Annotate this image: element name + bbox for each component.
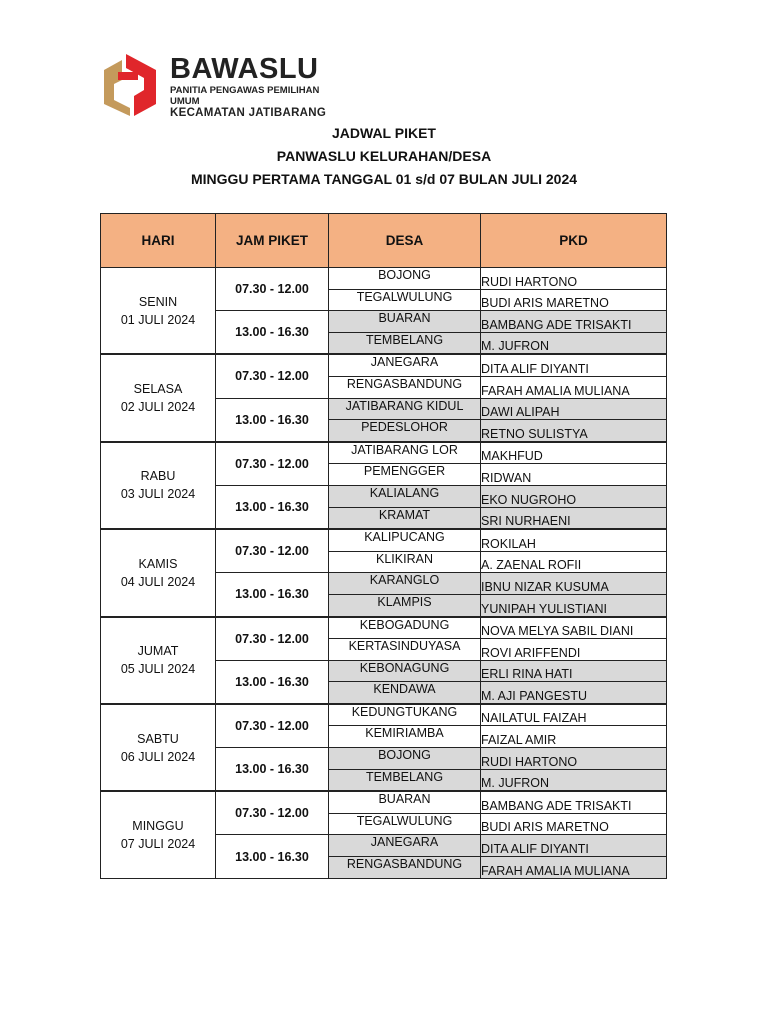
pkd-cell: BUDI ARIS MARETNO <box>481 289 667 311</box>
desa-cell: JANEGARA <box>329 354 481 376</box>
pkd-cell: IBNU NIZAR KUSUMA <box>481 573 667 595</box>
table-row <box>101 704 667 726</box>
desa-cell: KEDUNGTUKANG <box>329 704 481 726</box>
day-name: KAMIS <box>138 556 178 571</box>
desa-cell: BUARAN <box>329 791 481 813</box>
pkd-cell: NOVA MELYA SABIL DIANI <box>481 617 667 639</box>
desa-cell: TEGALWULUNG <box>329 289 481 311</box>
pkd-cell: DITA ALIF DIYANTI <box>481 354 667 376</box>
pkd-cell: FARAH AMALIA MULIANA <box>481 376 667 398</box>
pkd-cell: MAKHFUD <box>481 442 667 464</box>
shift-time: 13.00 - 16.30 <box>216 660 329 704</box>
pkd-cell: FAIZAL AMIR <box>481 726 667 748</box>
pkd-cell: A. ZAENAL ROFII <box>481 551 667 573</box>
pkd-cell: BUDI ARIS MARETNO <box>481 813 667 835</box>
schedule-body <box>101 268 667 879</box>
day-cell <box>101 442 216 529</box>
table-row <box>101 617 667 639</box>
desa-cell: PEMENGGER <box>329 464 481 486</box>
pkd-cell: EKO NUGROHO <box>481 485 667 507</box>
desa-cell: KERTASINDUYASA <box>329 639 481 661</box>
column-header-pkd: PKD <box>481 214 667 268</box>
shift-time: 13.00 - 16.30 <box>216 485 329 529</box>
day-name: MINGGU <box>132 818 184 833</box>
pkd-cell: RUDI HARTONO <box>481 748 667 770</box>
shift-time: 13.00 - 16.30 <box>216 835 329 878</box>
desa-cell: BUARAN <box>329 311 481 333</box>
pkd-cell: M. JUFRON <box>481 332 667 354</box>
day-cell <box>101 791 216 878</box>
day-cell <box>101 704 216 791</box>
pkd-cell: M. AJI PANGESTU <box>481 682 667 704</box>
desa-cell: KALIPUCANG <box>329 529 481 551</box>
desa-cell: KLIKIRAN <box>329 551 481 573</box>
bawaslu-logo <box>100 50 340 120</box>
pkd-cell: ERLI RINA HATI <box>481 660 667 682</box>
table-row <box>101 268 667 290</box>
shift-time: 13.00 - 16.30 <box>216 311 329 355</box>
desa-cell: RENGASBANDUNG <box>329 857 481 879</box>
day-name: RABU <box>140 469 176 484</box>
schedule-table <box>100 213 667 879</box>
desa-cell: JANEGARA <box>329 835 481 857</box>
day-date: 03 JULI 2024 <box>120 487 196 502</box>
desa-cell: TEMBELANG <box>329 769 481 791</box>
desa-cell: JATIBARANG KIDUL <box>329 398 481 420</box>
table-header-row <box>101 214 667 268</box>
day-cell <box>101 354 216 441</box>
day-name: SELASA <box>133 382 183 397</box>
table-row <box>101 529 667 551</box>
shift-time: 13.00 - 16.30 <box>216 573 329 617</box>
desa-cell: KRAMAT <box>329 507 481 529</box>
shift-time: 13.00 - 16.30 <box>216 398 329 442</box>
day-cell <box>101 268 216 355</box>
desa-cell: RENGASBANDUNG <box>329 376 481 398</box>
pkd-cell: NAILATUL FAIZAH <box>481 704 667 726</box>
shift-time: 07.30 - 12.00 <box>216 354 329 398</box>
day-cell <box>101 617 216 704</box>
table-row <box>101 442 667 464</box>
brand-subtitle-2: KECAMATAN JATIBARANG <box>170 107 327 119</box>
shift-time: 07.30 - 12.00 <box>216 442 329 486</box>
desa-cell: BOJONG <box>329 748 481 770</box>
shift-time: 07.30 - 12.00 <box>216 617 329 661</box>
desa-cell: KEBONAGUNG <box>329 660 481 682</box>
shift-time: 07.30 - 12.00 <box>216 704 329 748</box>
title-line-3: MINGGU PERTAMA TANGGAL 01 s/d 07 BULAN JULI 2024 <box>190 171 578 187</box>
table-row <box>101 354 667 376</box>
column-header-desa: DESA <box>329 214 481 268</box>
pkd-cell: FARAH AMALIA MULIANA <box>481 857 667 879</box>
pkd-cell: RIDWAN <box>481 464 667 486</box>
day-date: 02 JULI 2024 <box>120 400 196 415</box>
document-titles <box>0 122 768 191</box>
day-cell <box>101 529 216 616</box>
day-date: 04 JULI 2024 <box>120 574 196 589</box>
desa-cell: TEGALWULUNG <box>329 813 481 835</box>
day-name: JUMAT <box>137 644 179 659</box>
desa-cell: KLAMPIS <box>329 594 481 616</box>
title-line-1: JADWAL PIKET <box>332 125 436 141</box>
bawaslu-emblem-icon <box>100 50 162 118</box>
pkd-cell: DITA ALIF DIYANTI <box>481 835 667 857</box>
pkd-cell: SRI NURHAENI <box>481 507 667 529</box>
pkd-cell: M. JUFRON <box>481 769 667 791</box>
day-date: 07 JULI 2024 <box>120 836 196 851</box>
desa-cell: KENDAWA <box>329 682 481 704</box>
column-header-jam-piket: JAM PIKET <box>216 214 329 268</box>
pkd-cell: BAMBANG ADE TRISAKTI <box>481 311 667 333</box>
day-date: 01 JULI 2024 <box>120 312 196 327</box>
desa-cell: TEMBELANG <box>329 332 481 354</box>
day-date: 06 JULI 2024 <box>120 749 196 764</box>
desa-cell: KEBOGADUNG <box>329 617 481 639</box>
day-name: SENIN <box>138 294 178 309</box>
desa-cell: PEDESLOHOR <box>329 420 481 442</box>
column-header-hari: HARI <box>101 214 216 268</box>
shift-time: 07.30 - 12.00 <box>216 268 329 311</box>
shift-time: 13.00 - 16.30 <box>216 748 329 792</box>
desa-cell: KALIALANG <box>329 485 481 507</box>
desa-cell: KEMIRIAMBA <box>329 726 481 748</box>
shift-time: 07.30 - 12.00 <box>216 791 329 835</box>
desa-cell: KARANGLO <box>329 573 481 595</box>
pkd-cell: BAMBANG ADE TRISAKTI <box>481 791 667 813</box>
desa-cell: JATIBARANG LOR <box>329 442 481 464</box>
pkd-cell: YUNIPAH YULISTIANI <box>481 594 667 616</box>
shift-time: 07.30 - 12.00 <box>216 529 329 573</box>
day-name: SABTU <box>137 731 179 746</box>
desa-cell: BOJONG <box>329 268 481 290</box>
pkd-cell: RETNO SULISTYA <box>481 420 667 442</box>
pkd-cell: RUDI HARTONO <box>481 268 667 290</box>
title-line-2: PANWASLU KELURAHAN/DESA <box>276 148 492 164</box>
pkd-cell: ROVI ARIFFENDI <box>481 639 667 661</box>
pkd-cell: ROKILAH <box>481 529 667 551</box>
day-date: 05 JULI 2024 <box>120 662 196 677</box>
table-row <box>101 791 667 813</box>
brand-subtitle-1: PANITIA PENGAWAS PEMILIHAN UMUM <box>170 85 320 107</box>
pkd-cell: DAWI ALIPAH <box>481 398 667 420</box>
brand-name: BAWASLU <box>170 53 319 85</box>
